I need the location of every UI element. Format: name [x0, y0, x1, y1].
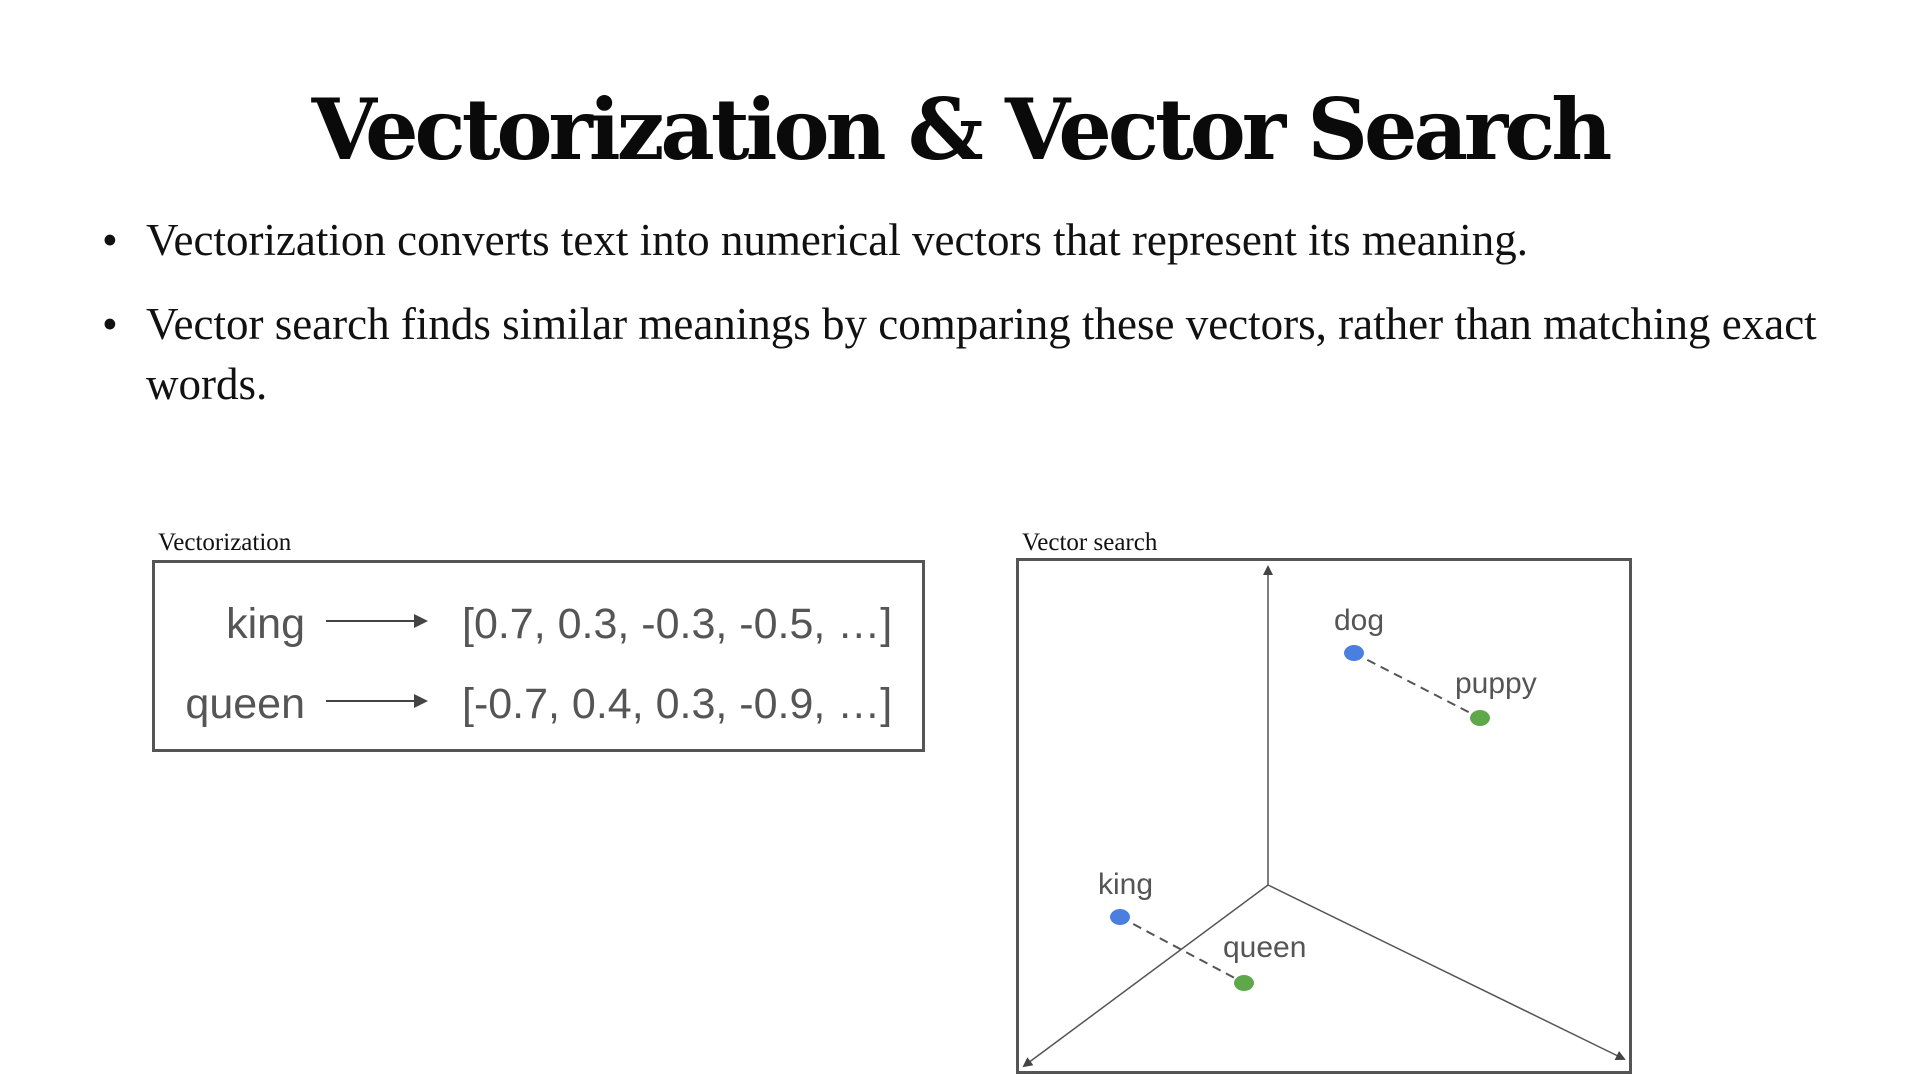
vector-space-plot: [1019, 561, 1629, 1071]
point-queen: [1234, 975, 1254, 991]
axis-right: [1268, 885, 1624, 1059]
vector-search-caption: Vector search: [1022, 529, 1158, 556]
bullet-marker: •: [102, 215, 118, 265]
bullet-text: Vector search finds similar meanings by comparing these vectors, rather than matching exact words.: [146, 299, 1817, 409]
point-puppy: [1470, 710, 1490, 726]
point-dog: [1344, 645, 1364, 661]
label-queen: queen: [1223, 931, 1307, 964]
arrow-icon: [326, 620, 426, 622]
arrow-icon: [326, 700, 426, 702]
vector-value-king: [0.7, 0.3, -0.3, -0.5, …]: [462, 600, 893, 648]
bullet-list: [100, 210, 1820, 438]
vector-word-king: king: [226, 600, 305, 648]
point-labels: [1098, 604, 1537, 964]
vectorization-caption: Vectorization: [158, 529, 292, 556]
vector-value-queen: [-0.7, 0.4, 0.3, -0.9, …]: [462, 680, 893, 728]
axes: [1024, 567, 1624, 1066]
label-king: king: [1098, 868, 1154, 901]
bullet-marker: •: [102, 299, 118, 349]
bullet-text: Vectorization converts text into numerical vectors that represent its meaning.: [146, 215, 1529, 265]
vectorization-box: [152, 560, 925, 752]
label-puppy: puppy: [1455, 667, 1537, 700]
vector-search-box: [1016, 558, 1632, 1074]
bullet-item: [100, 294, 1820, 414]
slide-title: Vectorization & Vector Search: [311, 80, 1609, 179]
label-dog: dog: [1334, 604, 1385, 637]
point-king: [1110, 909, 1130, 925]
vector-word-queen: queen: [185, 680, 305, 728]
bullet-item: [100, 210, 1820, 270]
